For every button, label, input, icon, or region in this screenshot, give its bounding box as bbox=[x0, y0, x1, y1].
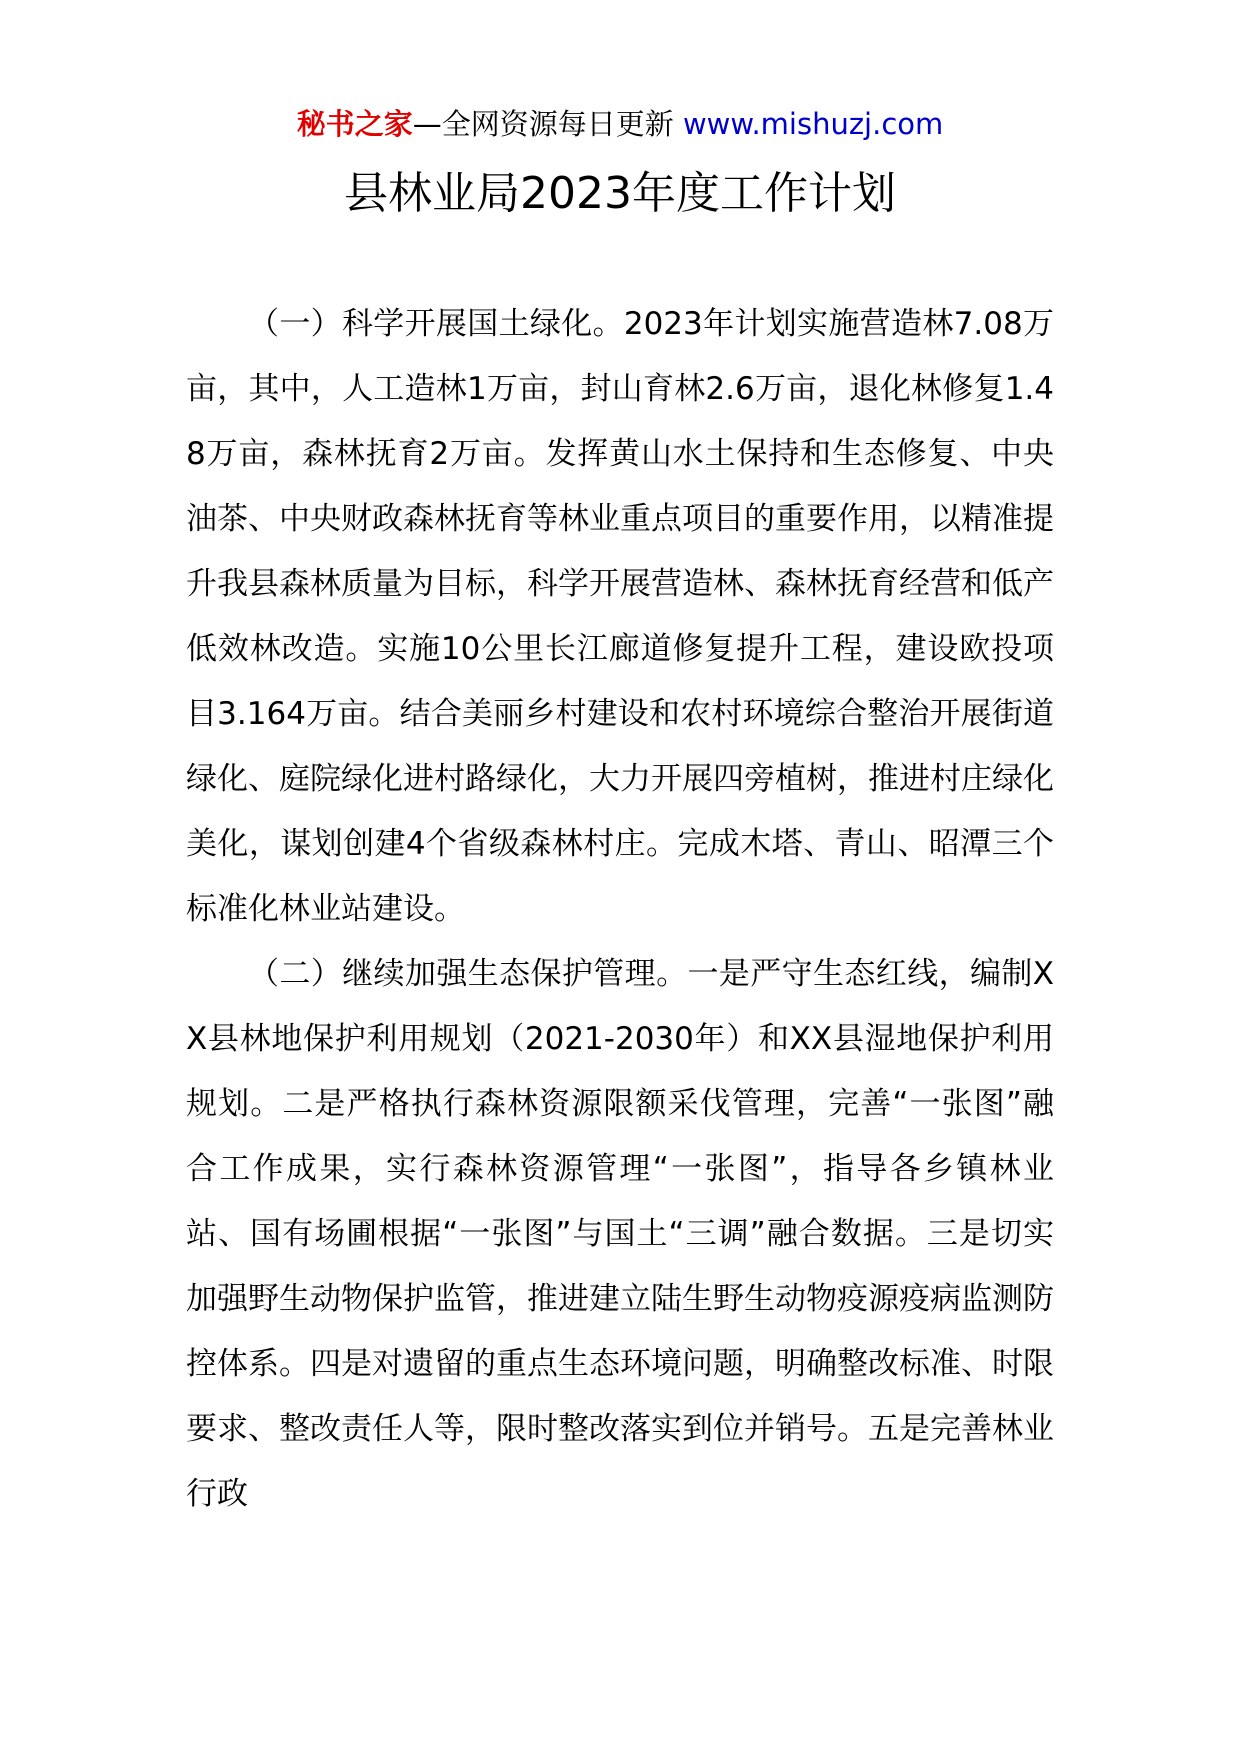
site-url: www.mishuzj.com bbox=[682, 107, 944, 141]
brand-name: 秘书之家 bbox=[296, 107, 413, 141]
watermark-header bbox=[0, 100, 1240, 148]
paragraph-2: （二）继续加强生态保护管理。一是严守生态红线，编制XX县林地保护利用规划（2021-2030年）和XX县湿地保护利用规划。二是严格执行森林资源限额采伐管理，完善“一张图”融合工作成果，实行森林资源管理“一张图”，指导各乡镇林业站、国有场圃根据“一张图”与国土“三调”融合数据。三是切实加强野生动物保护监管，推进建立陆生野生动物疫源疫病监测防控体系。四是对遗留的重点生态环境问题，明确整改标准、时限要求、整改责任人等，限时整改落实到位并销号。五是完善林业行政 bbox=[186, 956, 1054, 1512]
document-body bbox=[186, 292, 1054, 1527]
paragraph-1: （一）科学开展国土绿化。2023年计划实施营造林7.08万亩，其中，人工造林1万亩，封山育林2.6万亩，退化林修复1.48万亩，森林抚育2万亩。发挥黄山水土保持和生态修复、中央油茶、中央财政森林抚育等林业重点项目的重要作用，以精准提升我县森林质量为目标，科学开展营造林、森林抚育经营和低产低效林改造。实施10公里长江廊道修复提升工程，建设欧投项目3.164万亩。结合美丽乡村建设和农村环境综合整治开展街道绿化、庭院绿化进村路绿化，大力开展四旁植树，推进村庄绿化美化，谋划创建4个省级森林村庄。完成木塔、青山、昭潭三个标准化林业站建设。 bbox=[186, 306, 1054, 927]
header-tagline: —全网资源每日更新 bbox=[412, 107, 683, 141]
document-title: 县林业局2023年度工作计划 bbox=[344, 168, 896, 219]
